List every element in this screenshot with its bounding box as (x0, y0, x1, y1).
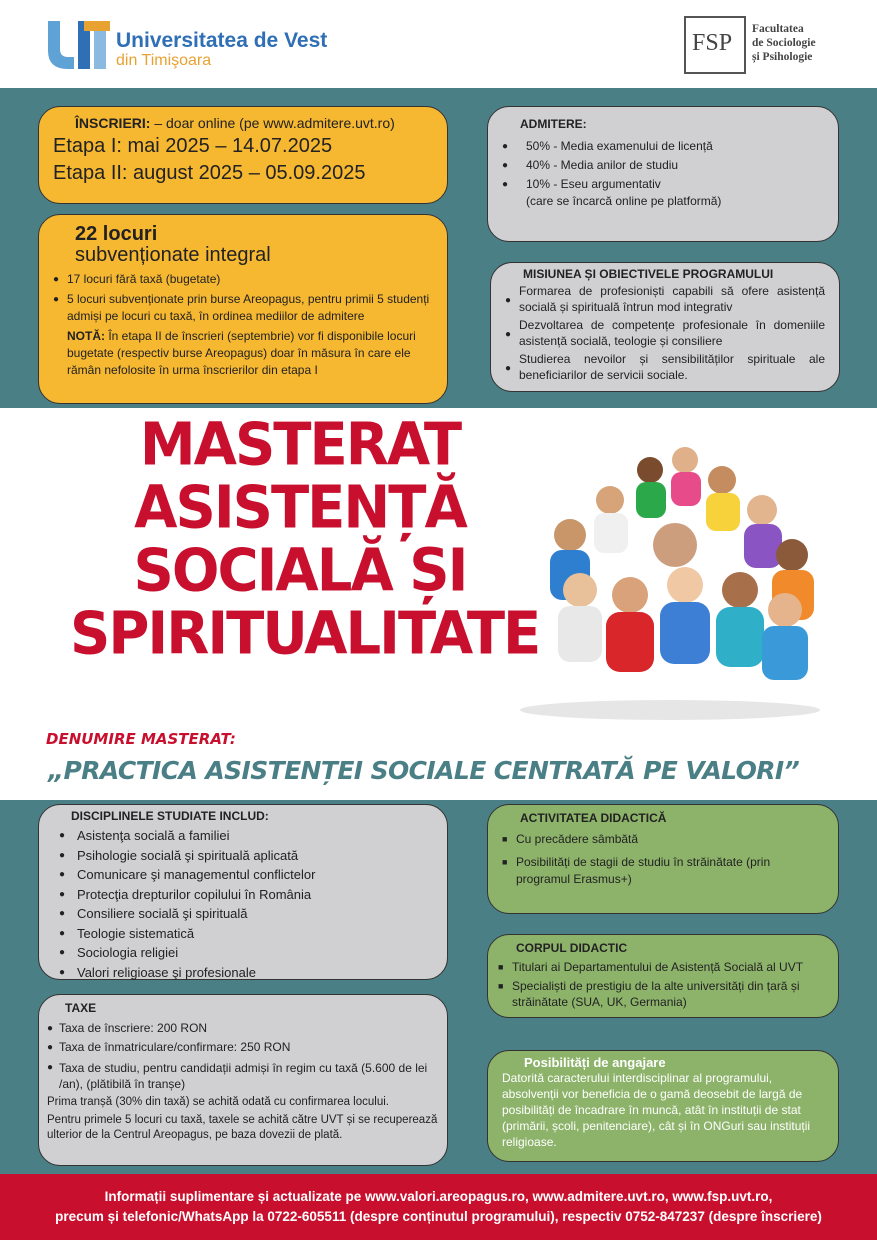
inscrieri-text: – doar online (pe www.admitere.uvt.ro) (150, 115, 395, 131)
list-item: ■ Posibilități de stagii de studiu în străinătate (prin programul Erasmus+) (502, 854, 824, 888)
list-item: ● Taxa de înmatriculare/confirmare: 250 RON (47, 1038, 439, 1057)
uvt-name: Universitatea de Vest (116, 29, 328, 52)
fsp-logo[interactable] (684, 16, 746, 74)
list-item: ● 17 locuri fără taxă (bugetate) (53, 271, 433, 288)
angajare-box (487, 1050, 839, 1162)
discipline-box (38, 804, 448, 980)
uvt-logo[interactable] (44, 17, 328, 75)
discipline-title: DISCIPLINELE STUDIATE INCLUD: (71, 809, 269, 823)
list-item: ● 40% - Media anilor de studiu (502, 156, 824, 175)
taxe-title: TAXE (65, 1001, 97, 1015)
fsp-name (752, 22, 816, 64)
misiune-list (505, 283, 825, 383)
list-item: ● Asistenţa socială a familiei (53, 826, 433, 846)
corp-list (498, 959, 828, 1010)
fsp-name-line: de Sociologie (752, 37, 816, 49)
taxe-list (47, 1019, 439, 1092)
title-line: ASISTENȚĂ (134, 473, 466, 543)
admitere-list (502, 137, 824, 194)
footer-line[interactable]: Informații suplimentare și actualizate pe www.valori.areopagus.ro, www.admitere.uvt.ro, www.fsp.uvt.ro, (104, 1189, 773, 1204)
fsp-name-line: Facultatea (752, 23, 804, 35)
inscrieri-label: ÎNSCRIERI: (75, 115, 151, 131)
discipline-list (53, 826, 433, 982)
inscrieri-line (75, 115, 433, 131)
header (0, 0, 877, 88)
students-group-photo (500, 420, 840, 720)
misiune-title: MISIUNEA ȘI OBIECTIVELE PROGRAMULUI (523, 267, 774, 281)
taxe-paragraph: Prima tranșă (30% din taxă) se achită odată cu confirmarea locului. (47, 1096, 389, 1108)
etapa-1: Etapa I: mai 2025 – 14.07.2025 (53, 135, 333, 157)
taxe-paragraph: Pentru primele 5 locuri cu taxă, taxele se achită către UVT și se recuperează ulterior de la Centrul Areopagus, pe baza dovezii de plată. (47, 1114, 438, 1141)
locuri-note (67, 328, 433, 379)
list-item: ■ Titulari ai Departamentului de Asistență Socială al UVT (498, 959, 828, 975)
page-title (70, 410, 540, 669)
list-item: ● Comunicare şi managementul conflictelor (53, 865, 433, 885)
list-item: ■ Cu precădere sâmbătă (502, 831, 824, 848)
nota-text: În etapa II de înscrieri (septembrie) vor fi disponibile locuri bugetate (respectiv burse Areopagus) doar în măsura în care ele rămân nefolosite în urma înscrierilor din etapa I (67, 329, 416, 377)
list-item: ● Protecţia drepturilor copilului în România (53, 885, 433, 905)
corp-didactic-box (487, 934, 839, 1018)
fsp-mark: FSP (692, 30, 733, 56)
title-line: MASTERAT (139, 410, 461, 480)
angajare-title: Posibilități de angajare (524, 1055, 666, 1070)
program-name: „PRACTICA ASISTENȚEI SOCIALE CENTRATĂ PE VALORI” (48, 756, 800, 785)
didactica-list (502, 831, 824, 888)
title-line: SPIRITUALITATE (70, 599, 540, 669)
list-item: ● Taxa de studiu, pentru candidații admiși în regim cu taxă (5.600 de lei /an), (plătibilă în tranșe) (47, 1060, 439, 1092)
list-item: ● Psihologie socială şi spirituală aplicată (53, 846, 433, 866)
list-item: ● Dezvoltarea de competențe profesionale în domeniile asistență socială, teologie și consiliere (505, 317, 825, 349)
list-item: ● Valori religioase şi profesionale (53, 963, 433, 983)
locuri-count: 22 locuri (75, 223, 158, 245)
uvt-logo-icon (44, 17, 114, 73)
uvt-city: din Timişoara (116, 52, 212, 69)
list-item: ● Formarea de profesioniști capabili să ofere asistență socială și spirituală întrun mod integrativ (505, 283, 825, 315)
fsp-name-line: și Psihologie (752, 51, 813, 63)
admitere-title: ADMITERE: (520, 117, 587, 131)
inscrieri-box (38, 106, 448, 204)
list-item: ● 10% - Eseu argumentativ (502, 175, 824, 194)
list-item: ● Sociologia religiei (53, 943, 433, 963)
etapa-2: Etapa II: august 2025 – 05.09.2025 (53, 162, 366, 184)
admitere-box (487, 106, 839, 242)
footer (0, 1174, 877, 1240)
taxe-box (38, 994, 448, 1166)
nota-label: NOTĂ: (67, 329, 105, 343)
denumire-label: DENUMIRE MASTERAT: (46, 730, 236, 748)
locuri-box (38, 214, 448, 404)
list-item: ● 50% - Media examenului de licență (502, 137, 824, 156)
list-item: ● Teologie sistematică (53, 924, 433, 944)
angajare-text: Datorită caracterului interdisciplinar al programului, absolvenții vor beneficia de o gamă deosebit de largă de posibilități de încadrare în muncă, atât în instituții de stat (primării, școli, penitenciare), cât și în ONGuri sau instituții religioase. (502, 1071, 811, 1149)
locuri-list (53, 271, 433, 325)
list-item: ● Studierea nevoilor și sensibilităților spirituale ale beneficiarilor de servicii sociale. (505, 351, 825, 383)
locuri-subtitle: subvenționate integral (75, 244, 271, 266)
misiune-box (490, 262, 840, 392)
corp-title: CORPUL DIDACTIC (516, 941, 628, 955)
title-line: SOCIALĂ ȘI (133, 536, 467, 606)
admitere-note: (care se încarcă online pe platformă) (526, 194, 722, 208)
didactica-title: ACTIVITATEA DIDACTICĂ (520, 811, 667, 825)
footer-line[interactable]: precum și telefonic/WhatsApp la 0722-605511 (despre conținutul programului), respectiv 0752-847237 (despre înscriere) (55, 1209, 822, 1224)
list-item: ● Taxa de înscriere: 200 RON (47, 1019, 439, 1038)
list-item: ● 5 locuri subvenționate prin burse Areopagus, pentru primii 5 studenți admiși pe locuri cu taxă, în ordinea mediilor de admitere (53, 291, 433, 325)
list-item: ■ Specialiști de prestigiu de la alte universități din țară și străinătate (SUA, UK, Germania) (498, 978, 828, 1010)
list-item: ● Consiliere socială şi spirituală (53, 904, 433, 924)
didactica-box (487, 804, 839, 914)
